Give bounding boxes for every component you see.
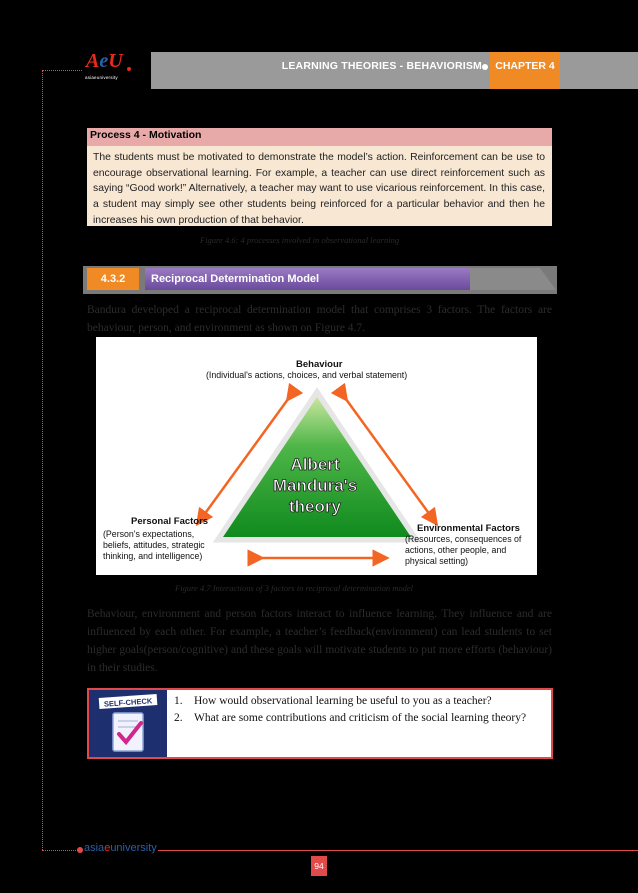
frame-line xyxy=(42,70,43,850)
chapter-label: CHAPTER 4 xyxy=(490,52,560,89)
page-number: 94 xyxy=(311,856,327,876)
personal-desc-1: (Person's expectations, xyxy=(103,529,195,539)
logo-dot-icon xyxy=(127,67,131,71)
environment-desc-1: (Resources, consequences of xyxy=(405,534,522,544)
body-paragraph: Behaviour, environment and person factors interact to influence learning. They influence and are influenced by each other. For example, a teacher’s feedback(environment) can lead students to set higher goals(person/cognitive) and these goals will motivate students to put more efforts (behaviour) in their studies. xyxy=(87,608,552,674)
logo: AeU xyxy=(86,50,123,72)
footer-brand: asiaeuniversity xyxy=(84,842,157,854)
footer-line xyxy=(158,850,638,851)
footer-dot-icon xyxy=(77,847,83,853)
environment-title: Environmental Factors xyxy=(417,523,520,534)
process-body: The students must be motivated to demonstrate the model’s action. Reinforcement can be use to encourage observational learning. For example, a teacher can use direct reinforcement such as saying “Good work!” Alternatively, a teacher may want to use vicarious reinforcement. In this case, a student may simply see other students being reinforced for a particular behavior and then he increases his own production of that behavior. xyxy=(93,152,545,226)
figure-4-6-caption: Figure 4.6: 4 processes involved in observational learning xyxy=(200,235,400,245)
personal-desc-3: thinking, and intelligence) xyxy=(103,551,203,561)
frame-line xyxy=(42,850,78,851)
behaviour-desc: (Individual's actions, choices, and verbal statement) xyxy=(206,370,408,380)
logo-subtitle: asiaeuniversity xyxy=(85,75,118,80)
triangle-diagram xyxy=(96,337,537,575)
self-check-label: SELF-CHECK xyxy=(103,696,153,709)
center-line-1: Albert xyxy=(290,455,340,474)
self-check-icon xyxy=(89,690,167,757)
environment-desc-2: actions, other people, and xyxy=(405,545,507,555)
section-number: 4.3.2 xyxy=(87,268,139,290)
environment-desc-3: physical setting) xyxy=(405,556,469,566)
bullet-dot-icon xyxy=(482,64,488,70)
behaviour-title: Behaviour xyxy=(296,359,343,370)
list-item: 1. How would observational learning be useful to you as a teacher? xyxy=(174,695,492,707)
intro-paragraph: Bandura developed a reciprocal determination model that comprises 3 factors. The factors are behaviour, person, and environment as shown on Figure 4.7. xyxy=(87,304,552,334)
reciprocal-model-figure xyxy=(96,337,537,575)
running-title: LEARNING THEORIES - BEHAVIORISM xyxy=(281,60,482,72)
process-heading: Process 4 - Motivation xyxy=(90,129,202,141)
self-check-badge-panel xyxy=(89,690,167,757)
list-item: 2. What are some contributions and criticism of the social learning theory? xyxy=(174,712,527,724)
personal-desc-2: beliefs, attitudes, strategic xyxy=(103,540,205,550)
figure-4-7-caption: Figure 4.7 Interactions of 3 factors in reciprocal determination model xyxy=(175,583,413,593)
frame-line xyxy=(42,70,82,71)
center-line-2: Mandura's xyxy=(272,476,358,495)
center-line-3: theory xyxy=(289,497,341,516)
personal-title: Personal Factors xyxy=(131,516,209,527)
self-check-questions xyxy=(172,693,548,727)
section-title: Reciprocal Determination Model xyxy=(151,273,320,285)
section-arrow-icon xyxy=(470,268,556,290)
